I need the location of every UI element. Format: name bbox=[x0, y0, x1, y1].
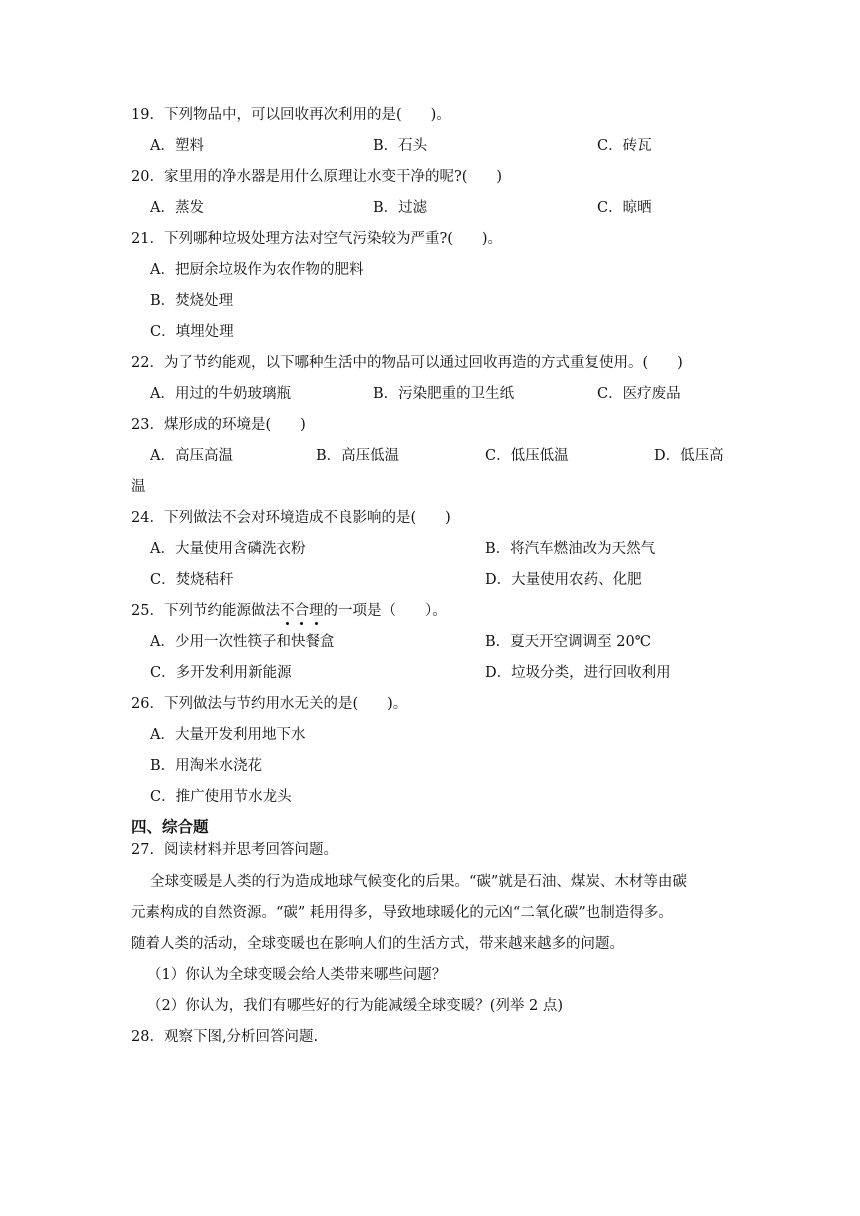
sub-question-2: （2）你认为，我们有哪些好的行为能减缓全球变暖？(列举 2 点) bbox=[147, 998, 563, 1014]
question-25-option-c: C．多开发利用新能源 bbox=[150, 665, 292, 681]
question-26-option-a: A．大量开发利用地下水 bbox=[150, 727, 306, 743]
question-25-option-a: A．少用一次性筷子和快餐盒 bbox=[150, 634, 335, 650]
question-21-option-b: B．焚烧处理 bbox=[150, 293, 234, 309]
question-22-option-c: C．医疗废品 bbox=[597, 386, 681, 402]
question-23-option-c: C．低压低温 bbox=[485, 448, 569, 464]
question-22-stem: 22．为了节约能观，以下哪种生活中的物品可以通过回收再造的方式重复使用。( ) bbox=[131, 355, 683, 371]
question-25-option-d: D．垃圾分类，进行回收利用 bbox=[485, 665, 671, 681]
question-25-option-b: B．夏天开空调调至 20℃ bbox=[485, 634, 651, 650]
question-24-stem: 24．下列做法不会对环境造成不良影响的是( ) bbox=[131, 510, 451, 526]
question-24-option-b: B．将汽车燃油改为天然气 bbox=[485, 541, 656, 557]
emphasis-char: 理 bbox=[308, 603, 324, 619]
question-21-option-a: A．把厨余垃圾作为农作物的肥料 bbox=[150, 262, 364, 278]
question-23-option-a: A．高压高温 bbox=[150, 448, 233, 464]
question-23-stem: 23．煤形成的环境是( ) bbox=[131, 417, 306, 433]
sub-question-1: （1）你认为全球变暖会给人类带来哪些问题？ bbox=[147, 967, 447, 983]
question-24-option-d: D．大量使用农药、化肥 bbox=[485, 572, 642, 588]
question-24-option-a: A．大量使用含磷洗衣粉 bbox=[150, 541, 306, 557]
question-21-option-c: C．填埋处理 bbox=[150, 324, 234, 340]
question-19-option-c: C．砖瓦 bbox=[597, 138, 652, 154]
question-21-stem: 21．下列哪种垃圾处理方法对空气污染较为严重?( )。 bbox=[131, 231, 503, 247]
question-23-option-d-wrap: 温 bbox=[131, 479, 146, 495]
question-25-stem bbox=[131, 601, 447, 621]
question-23-option-b: B．高压低温 bbox=[316, 448, 400, 464]
question-28-stem: 28．观察下图,分析回答问题. bbox=[131, 1029, 319, 1045]
question-26-stem: 26．下列做法与节约用水无关的是( )。 bbox=[131, 696, 408, 712]
question-20-option-a: A．蒸发 bbox=[150, 200, 204, 216]
question-19-stem: 19．下列物品中，可以回收再次利用的是( )。 bbox=[131, 107, 451, 123]
passage-line-1: 全球变暖是人类的行为造成地球气候变化的后果。“碳”就是石油、煤炭、木材等由碳 bbox=[150, 874, 687, 890]
question-27-stem: 27．阅读材料并思考回答问题。 bbox=[131, 842, 338, 858]
question-19-option-a: A．塑料 bbox=[150, 138, 204, 154]
question-25-stem-end: 的一项是（ ）。 bbox=[323, 603, 447, 619]
question-25-stem-start: 25．下列节约能源做法 bbox=[131, 603, 280, 619]
question-24-option-c: C．焚烧秸秆 bbox=[150, 572, 234, 588]
question-22-option-a: A．用过的牛奶玻璃瓶 bbox=[150, 386, 291, 402]
section-heading: 四、综合题 bbox=[131, 818, 209, 836]
question-20-option-c: C．晾晒 bbox=[597, 200, 652, 216]
question-22-option-b: B．污染肥重的卫生纸 bbox=[373, 386, 515, 402]
question-26-option-b: B．用淘米水浇花 bbox=[150, 758, 263, 774]
question-23-option-d: D．低压高 bbox=[654, 448, 724, 464]
question-19-option-b: B．石头 bbox=[373, 138, 428, 154]
passage-line-2: 元素构成的自然资源。“碳” 耗用得多，导致地球暖化的元凶“二氧化碳”也制造得多。 bbox=[131, 905, 673, 921]
question-26-option-c: C．推广使用节水龙头 bbox=[150, 789, 292, 805]
emphasis-char: 不 bbox=[279, 603, 295, 619]
question-20-option-b: B．过滤 bbox=[373, 200, 428, 216]
passage-line-3: 随着人类的活动，全球变暖也在影响人们的生活方式，带来越来越多的问题。 bbox=[131, 936, 624, 952]
emphasis-char: 合 bbox=[294, 603, 309, 619]
question-20-stem: 20．家里用的净水器是用什么原理让水变干净的呢?( ) bbox=[131, 169, 503, 185]
